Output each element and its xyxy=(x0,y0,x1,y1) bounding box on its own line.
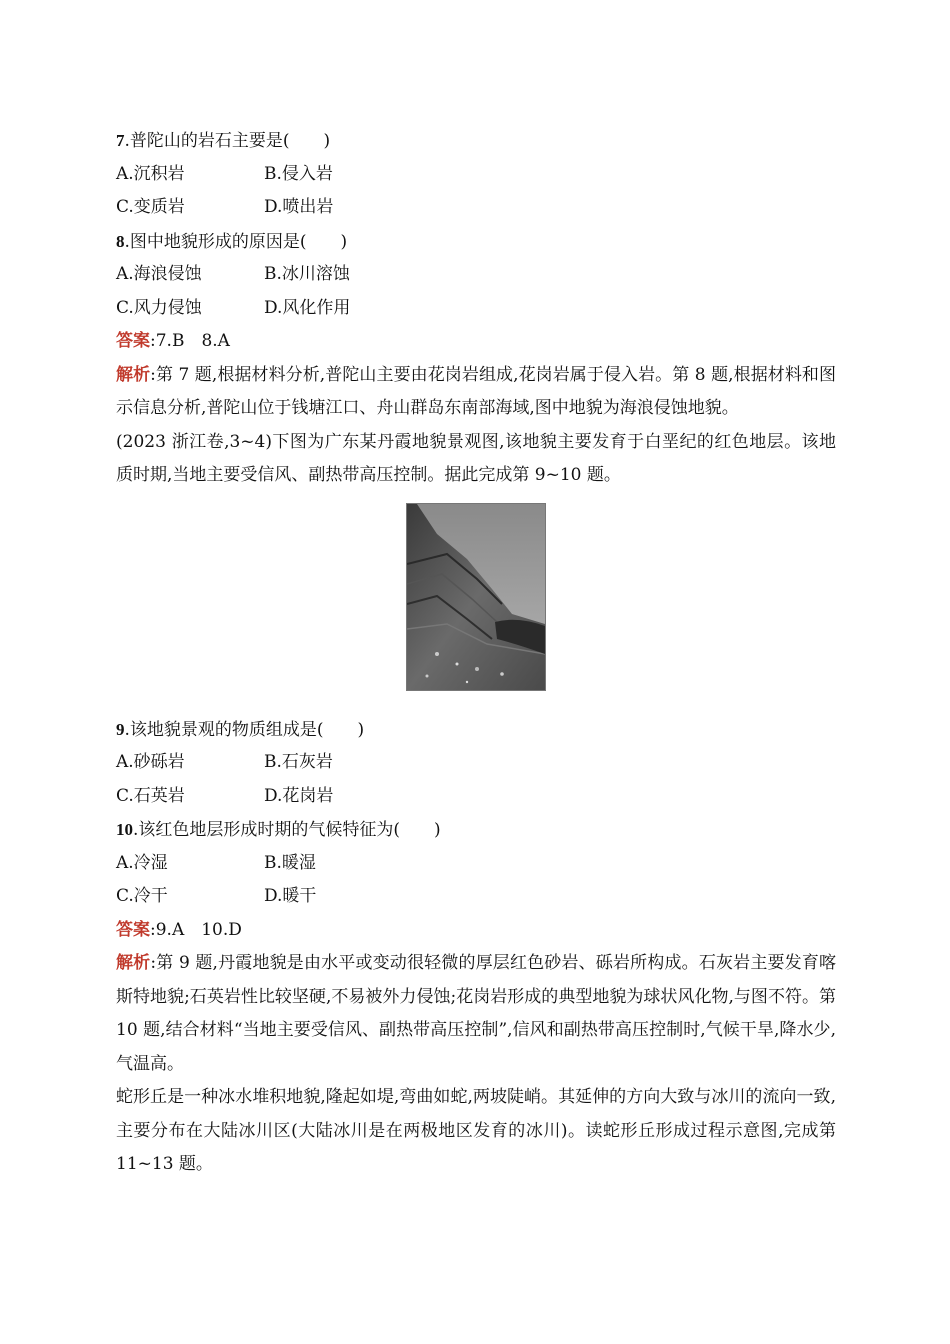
question-number: 9 xyxy=(116,719,125,739)
options-row xyxy=(116,191,836,225)
intro-9-10: (2023 浙江卷,3~4)下图为广东某丹霞地貌景观图,该地貌主要发育于白垩纪的红色地层。该地质时期,当地主要受信风、副热带高压控制。据此完成第 9~10 题。 xyxy=(116,431,836,485)
answer-7-8 xyxy=(116,325,836,359)
option-c: C.风力侵蚀 xyxy=(116,297,202,318)
explanation-text: :第 7 题,根据材料分析,普陀山主要由花岗岩组成,花岗岩属于侵入岩。第 8 题,根据材料和图示信息分析,普陀山位于钱塘江口、舟山群岛东南部海域,图中地貌为海浪侵蚀地貌。 xyxy=(116,364,837,418)
explanation-label: 解析 xyxy=(116,953,151,973)
answer-text: :7.B 8.A xyxy=(150,331,230,351)
question-8 xyxy=(116,225,836,259)
option-b: B.侵入岩 xyxy=(264,163,333,184)
question-7 xyxy=(116,124,836,158)
question-9 xyxy=(116,713,836,747)
option-b: B.暖湿 xyxy=(264,852,316,873)
option-a: A.沉积岩 xyxy=(116,163,185,184)
option-d: D.喷出岩 xyxy=(264,197,334,217)
option-c: C.冷干 xyxy=(116,886,168,906)
question-stem: .普陀山的岩石主要是( ) xyxy=(124,131,331,151)
answer-text: :9.A 10.D xyxy=(150,919,242,940)
question-stem: .该地貌景观的物质组成是( ) xyxy=(124,719,365,740)
option-a: A.砂砾岩 xyxy=(116,752,185,772)
explanation-label: 解析 xyxy=(116,364,151,385)
explanation-text: :第 9 题,丹霞地貌是由水平或变动很轻微的厚层红色砂岩、砾岩所构成。石灰岩主要发育喀斯特地貌;石英岩性比较坚硬,不易被外力侵蚀;花岗岩形成的典型地貌为球状风化物,与图不符。第 10 题,结合材料“当地主要受信风、副热带高压控制”,信风和副热带高压控制时,气候干旱,降水少,气温高。 xyxy=(116,953,836,1074)
options-row xyxy=(116,258,836,292)
explanation-9-10 xyxy=(116,947,836,1081)
intro-11-13: 蛇形丘是一种冰水堆积地貌,隆起如堤,弯曲如蛇,两坡陡峭。其延伸的方向大致与冰川的流向一致,主要分布在大陆冰川区(大陆冰川是在两极地区发育的冰川)。读蛇形丘形成过程示意图,完成第 11~13 题。 xyxy=(116,1087,836,1174)
question-stem: .图中地貌形成的原因是( ) xyxy=(124,231,348,252)
options-row xyxy=(116,746,836,780)
option-d: D.风化作用 xyxy=(264,297,351,318)
question-number: 8 xyxy=(116,231,125,251)
answer-label: 答案 xyxy=(116,919,150,940)
question-number: 7 xyxy=(116,131,125,150)
option-b: B.冰川溶蚀 xyxy=(264,264,350,284)
document-page xyxy=(116,124,836,1182)
option-c: C.变质岩 xyxy=(116,197,185,217)
option-c: C.石英岩 xyxy=(116,785,185,806)
explanation-7-8 xyxy=(116,359,836,426)
question-stem: .该红色地层形成时期的气候特征为( ) xyxy=(133,820,441,840)
figure-area xyxy=(116,493,836,713)
options-row xyxy=(116,292,836,326)
option-d: D.暖干 xyxy=(264,886,317,906)
options-row xyxy=(116,847,836,881)
danxia-photo-image xyxy=(407,504,545,690)
options-row xyxy=(116,880,836,914)
options-row xyxy=(116,780,836,814)
question-10 xyxy=(116,813,836,847)
danxia-landform-photo xyxy=(406,503,546,691)
answer-label: 答案 xyxy=(116,331,150,351)
question-number: 10 xyxy=(116,820,133,839)
option-b: B.石灰岩 xyxy=(264,752,333,772)
option-d: D.花岗岩 xyxy=(264,785,334,806)
option-a: A.冷湿 xyxy=(116,852,168,873)
options-row xyxy=(116,158,836,192)
option-a: A.海浪侵蚀 xyxy=(116,264,202,284)
answer-9-10 xyxy=(116,914,836,948)
